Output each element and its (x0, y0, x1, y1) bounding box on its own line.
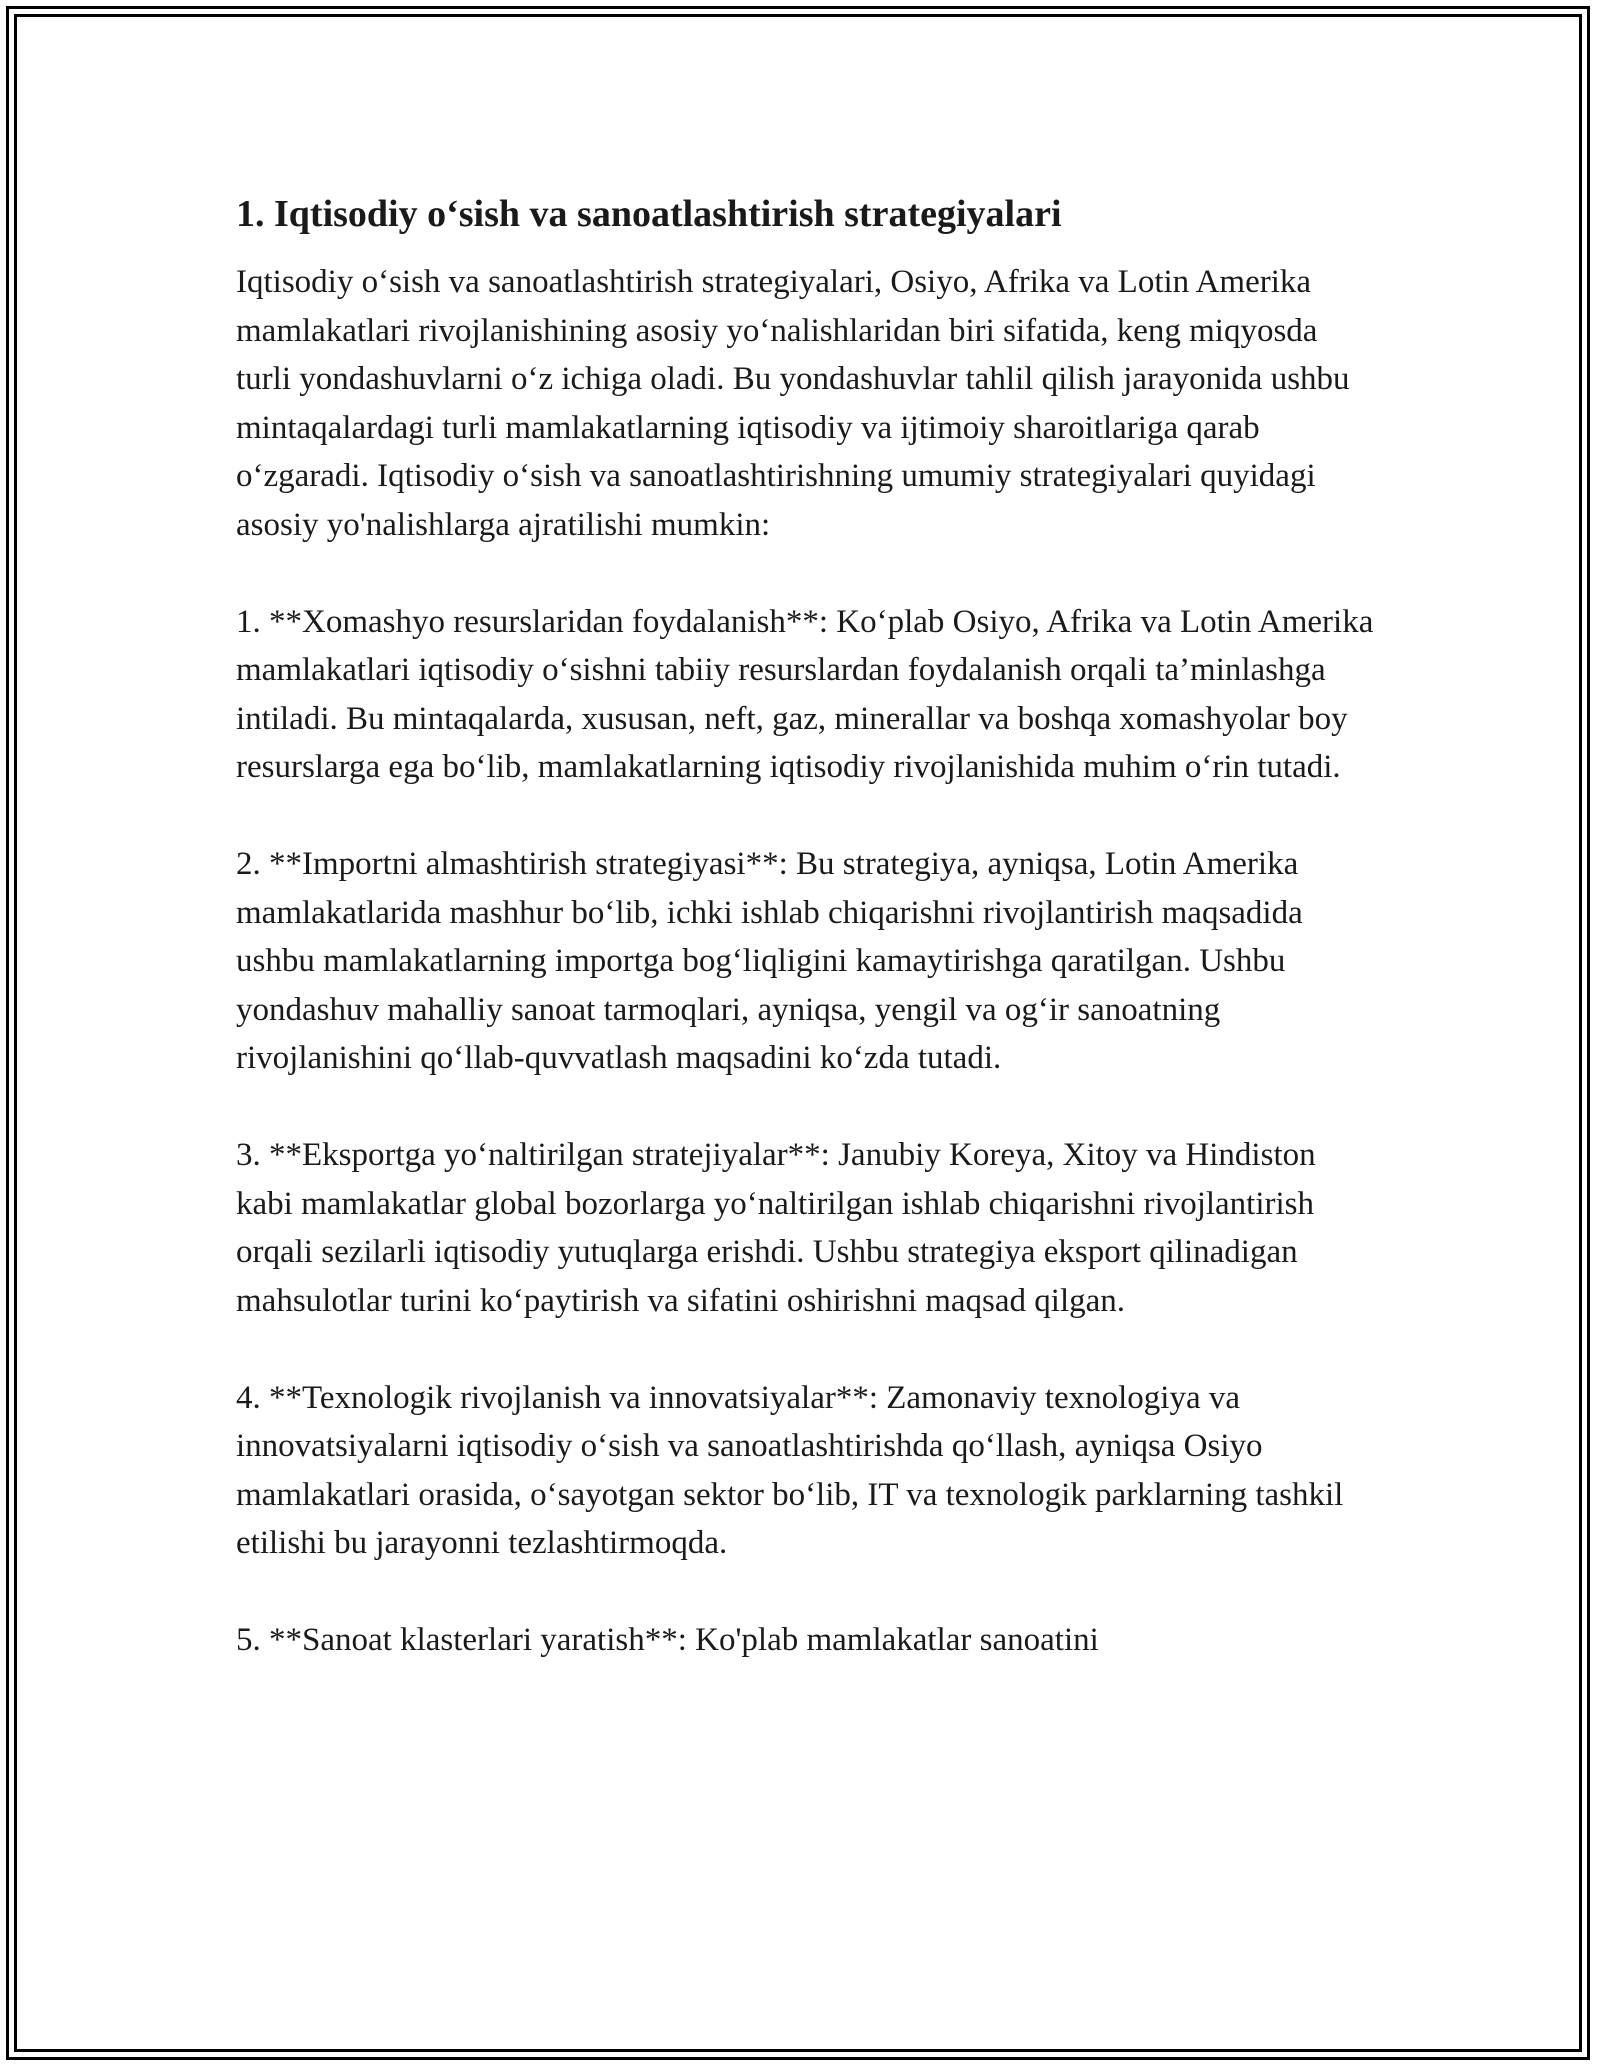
list-item-import-substitution: 2. **Importni almashtirish strategiyasi**: Bu strategiya, ayniqsa, Lotin Amerika mamlakatlarida mashhur bo‘lib, ichki ishlab chiqarishni rivojlantirish maqsadida ushbu mamlakatlarning importga bog‘liqligini kamaytirishga qaratilgan. Ushbu yondashuv mahalliy sanoat tarmoqlari, ayniqsa, yengil va og‘ir sanoatning rivojlanishini qo‘llab-quvvatlash maqsadini ko‘zda tutadi. (236, 846, 1303, 1076)
list-item-export-strategies: 3. **Eksportga yo‘naltirilgan stratejiyalar**: Janubiy Koreya, Xitoy va Hindiston kabi mamlakatlar global bozorlarga yo‘naltirilgan ishlab chiqarishni rivojlantirish orqali sezilarli iqtisodiy yutuqlarga erishdi. Ushbu strategiya eksport qilinadigan mahsulotlar turini ko‘paytirish va sifatini oshirishni maqsad qilgan. (236, 1137, 1316, 1319)
list-item-raw-resources: 1. **Xomashyo resurslaridan foydalanish**: Ko‘plab Osiyo, Afrika va Lotin Amerika mamlakatlari iqtisodiy o‘sishni tabiiy resurslardan foydalanish orqali ta’minlashga intiladi. Bu mintaqalarda, xususan, neft, gaz, minerallar va boshqa xomashyolar boy resurslarga ega bo‘lib, mamlakatlarning iqtisodiy rivojlanishida muhim o‘rin tutadi. (236, 603, 1374, 785)
intro-paragraph: Iqtisodiy o‘sish va sanoatlashtirish strategiyalari, Osiyo, Afrika va Lotin Amerika mamlakatlari rivojlanishining asosiy yo‘nalishlaridan biri sifatida, keng miqyosda turli yondashuvlarni o‘z ichiga oladi. Bu yondashuvlar tahlil qilish jarayonida ushbu mintaqalardagi turli mamlakatlarning iqtisodiy va ijtimoiy sharoitlariga qarab o‘zgaradi. Iqtisodiy o‘sish va sanoatlashtirishning umumiy strategiyalari quyidagi asosiy yo'nalishlarga ajratilishi mumkin: (236, 264, 1350, 543)
section-heading: 1. Iqtisodiy o‘sish va sanoatlashtirish strategiyalari (236, 193, 1062, 235)
list-item-industrial-clusters: 5. **Sanoat klasterlari yaratish**: Ko'plab mamlakatlar sanoatini (236, 1622, 1099, 1658)
list-item-technology-innovation: 4. **Texnologik rivojlanish va innovatsiyalar**: Zamonaviy texnologiya va innovatsiyalarni iqtisodiy o‘sish va sanoatlashtirishda qo‘llash, ayniqsa Osiyo mamlakatlari orasida, o‘sayotgan sektor bo‘lib, IT va texnologik parklarning tashkil etilishi bu jarayonni tezlashtirmoqda. (236, 1379, 1344, 1561)
document-page (236, 190, 1376, 1713)
